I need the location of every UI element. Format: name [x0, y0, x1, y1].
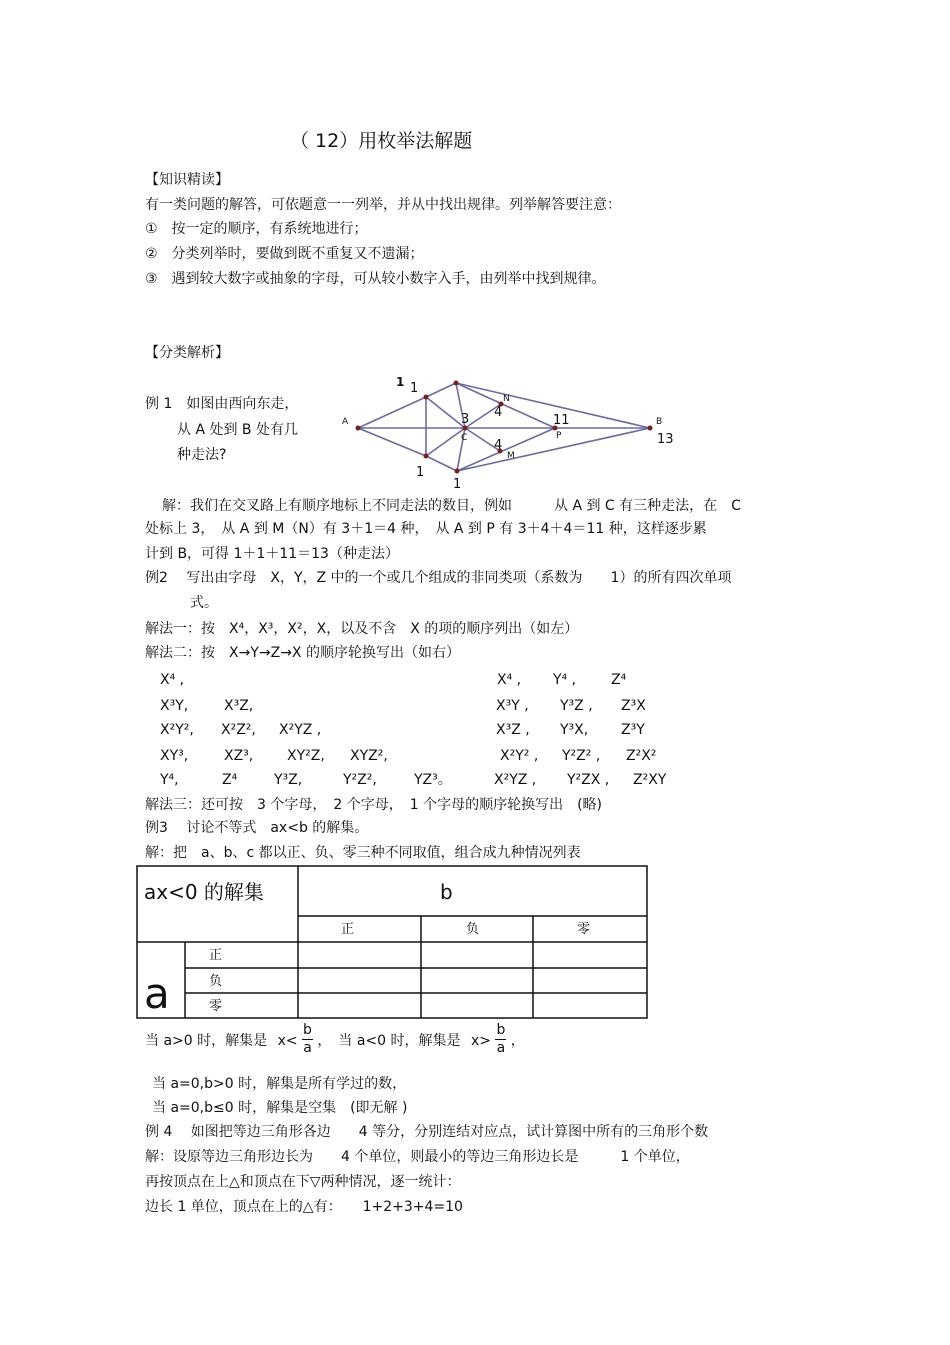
example4-solution: 边长 1 单位，顶点在上的△有： 1+2+3+4=10 — [145, 1199, 463, 1215]
result-x-less: x< — [277, 1033, 298, 1049]
fraction-denominator: a — [496, 1039, 506, 1056]
term: XYZ², — [350, 748, 388, 764]
term: X³Z , — [496, 722, 530, 738]
label-b: B — [656, 417, 663, 427]
count-b: 13 — [657, 432, 674, 447]
term: Y³Z, — [274, 772, 303, 788]
example2-method1: 解法一：按 X⁴，X³，X²，X，以及不含 X 的项的顺序列出（如左） — [145, 621, 579, 637]
term: Z²X² — [626, 748, 657, 764]
label-a: A — [342, 417, 349, 427]
result-text: 当 a>0 时，解集是 — [145, 1033, 268, 1049]
a-value-zero: 零 — [209, 999, 223, 1014]
example4-line: 例 4 如图把等边三角形各边 4 等分，分别连结对应点，试计算图中所有的三角形个数 — [145, 1124, 709, 1140]
a-value-positive: 正 — [209, 948, 223, 963]
example2-line: 例2 写出由字母 X，Y，Z 中的一个或几个组成的非同类项（系数为 1）的所有四次单项 — [145, 570, 732, 586]
term: Y²Z², — [343, 772, 377, 788]
fraction-b-over-a — [495, 1022, 506, 1057]
result-text: ， — [510, 1033, 525, 1049]
fraction-numerator: b — [496, 1021, 506, 1038]
example1-line: 种走法? — [177, 447, 227, 463]
solution-table — [136, 865, 648, 1019]
term: Y⁴ , — [553, 672, 577, 688]
example3-solution: 解：把 a、b、c 都以正、负、零三种不同取值，组合成九种情况列表 — [145, 845, 581, 861]
example3-line: 例3 讨论不等式 ax<b 的解集。 — [145, 820, 369, 836]
page-title: （ 12）用枚举法解题 — [290, 130, 473, 152]
term: Z³Y — [621, 722, 645, 738]
knowledge-point: ② 分类列举时，要做到既不重复又不遗漏； — [145, 246, 424, 262]
point-a — [356, 426, 361, 431]
b-value-negative: 负 — [466, 922, 480, 937]
example1-line: 从 A 处到 B 处有几 — [177, 422, 298, 438]
count-top1: 1 — [396, 375, 405, 389]
analysis-heading: 【分类解析】 — [145, 345, 229, 361]
label-c: C — [461, 433, 468, 443]
term: Z²XY — [633, 772, 667, 788]
route-diagram — [330, 370, 690, 495]
term: XY²Z, — [287, 748, 325, 764]
example4-solution: 再按顶点在上△和顶点在下▽两种情况，逐一统计： — [145, 1174, 461, 1190]
knowledge-heading: 【知识精读】 — [145, 172, 229, 188]
example2-line: 式。 — [190, 595, 218, 611]
count-p: 11 — [553, 413, 570, 428]
label-n: N — [503, 394, 510, 404]
a-header: a — [144, 969, 170, 1018]
term: Z⁴ — [611, 672, 627, 688]
result-x-greater: x> — [470, 1033, 491, 1049]
example3-result1 — [145, 1022, 525, 1060]
count-top2: 1 — [410, 381, 419, 396]
term: X⁴ , — [160, 672, 185, 688]
term: X³Z, — [224, 698, 254, 714]
term: X²YZ , — [279, 722, 322, 738]
count-bot1: 1 — [416, 465, 425, 480]
term: X²Y², — [160, 722, 194, 738]
example2-method3: 解法三：还可按 3 个字母， 2 个字母， 1 个字母的顺序轮换写出 (略) — [145, 797, 602, 813]
example4-solution: 解：设原等边三角形边长为 4 个单位，则最小的等边三角形边长是 1 个单位， — [145, 1149, 690, 1165]
term: Z⁴ — [222, 772, 238, 788]
term: Y³X, — [560, 722, 589, 738]
term: Y³Z , — [560, 698, 593, 714]
b-value-zero: 零 — [577, 922, 591, 937]
term: XZ³, — [224, 748, 254, 764]
example3-result2: 当 a=0,b>0 时，解集是所有学过的数， — [152, 1076, 407, 1092]
knowledge-intro: 有一类问题的解答，可依题意一一列举，并从中找出规律。列举解答要注意： — [145, 197, 621, 213]
knowledge-point: ① 按一定的顺序，有系统地进行； — [145, 221, 368, 237]
result-text: ， 当 a<0 时，解集是 — [317, 1033, 461, 1049]
label-p: P — [556, 431, 562, 441]
term: Y²Z² , — [562, 748, 601, 764]
table-corner: ax<0 的解集 — [144, 880, 264, 904]
b-header: b — [440, 880, 453, 904]
label-m: M — [507, 451, 515, 461]
example3-result3: 当 a=0,b≤0 时，解集是空集 (即无解 ) — [152, 1100, 408, 1116]
term: X³Y , — [496, 698, 529, 714]
a-value-negative: 负 — [209, 974, 223, 989]
count-c: 3 — [461, 412, 470, 427]
term: X³Y, — [160, 698, 189, 714]
example1-solution: 计到 B，可得 1＋1＋11＝13（种走法） — [145, 546, 399, 562]
knowledge-point: ③ 遇到较大数字或抽象的字母，可从较小数字入手，由列举中找到规律。 — [145, 271, 606, 287]
term: Y²ZX , — [567, 772, 610, 788]
example1-line: 例 1 如图由西向东走， — [145, 396, 299, 412]
fraction-denominator: a — [303, 1039, 312, 1056]
example1-solution: 处标上 3， 从 A 到 M（N）有 3＋1＝4 种， 从 A 到 P 有 3＋4＋4＝11 种，这样逐步累 — [145, 521, 707, 537]
count-n: 4 — [494, 405, 503, 420]
count-m: 4 — [494, 438, 503, 453]
term: X²Z², — [221, 722, 256, 738]
term: Z³X — [621, 698, 646, 714]
term: Y⁴, — [160, 772, 179, 788]
fraction-numerator: b — [303, 1021, 312, 1038]
term: XY³, — [160, 748, 189, 764]
fraction-b-over-a — [302, 1022, 313, 1057]
b-value-positive: 正 — [341, 922, 355, 937]
term: X²Y² , — [500, 748, 539, 764]
term: X⁴ , — [497, 672, 522, 688]
term: YZ³。 — [414, 772, 452, 788]
example2-method2: 解法二：按 X→Y→Z→X 的顺序轮换写出（如右） — [145, 645, 460, 661]
term: X²YZ , — [494, 772, 537, 788]
example1-solution: 解：我们在交叉路上有顺序地标上不同走法的数目，例如 从 A 到 C 有三种走法，在 C — [162, 498, 741, 514]
count-bot2: 1 — [453, 477, 462, 492]
point-b — [648, 426, 653, 431]
